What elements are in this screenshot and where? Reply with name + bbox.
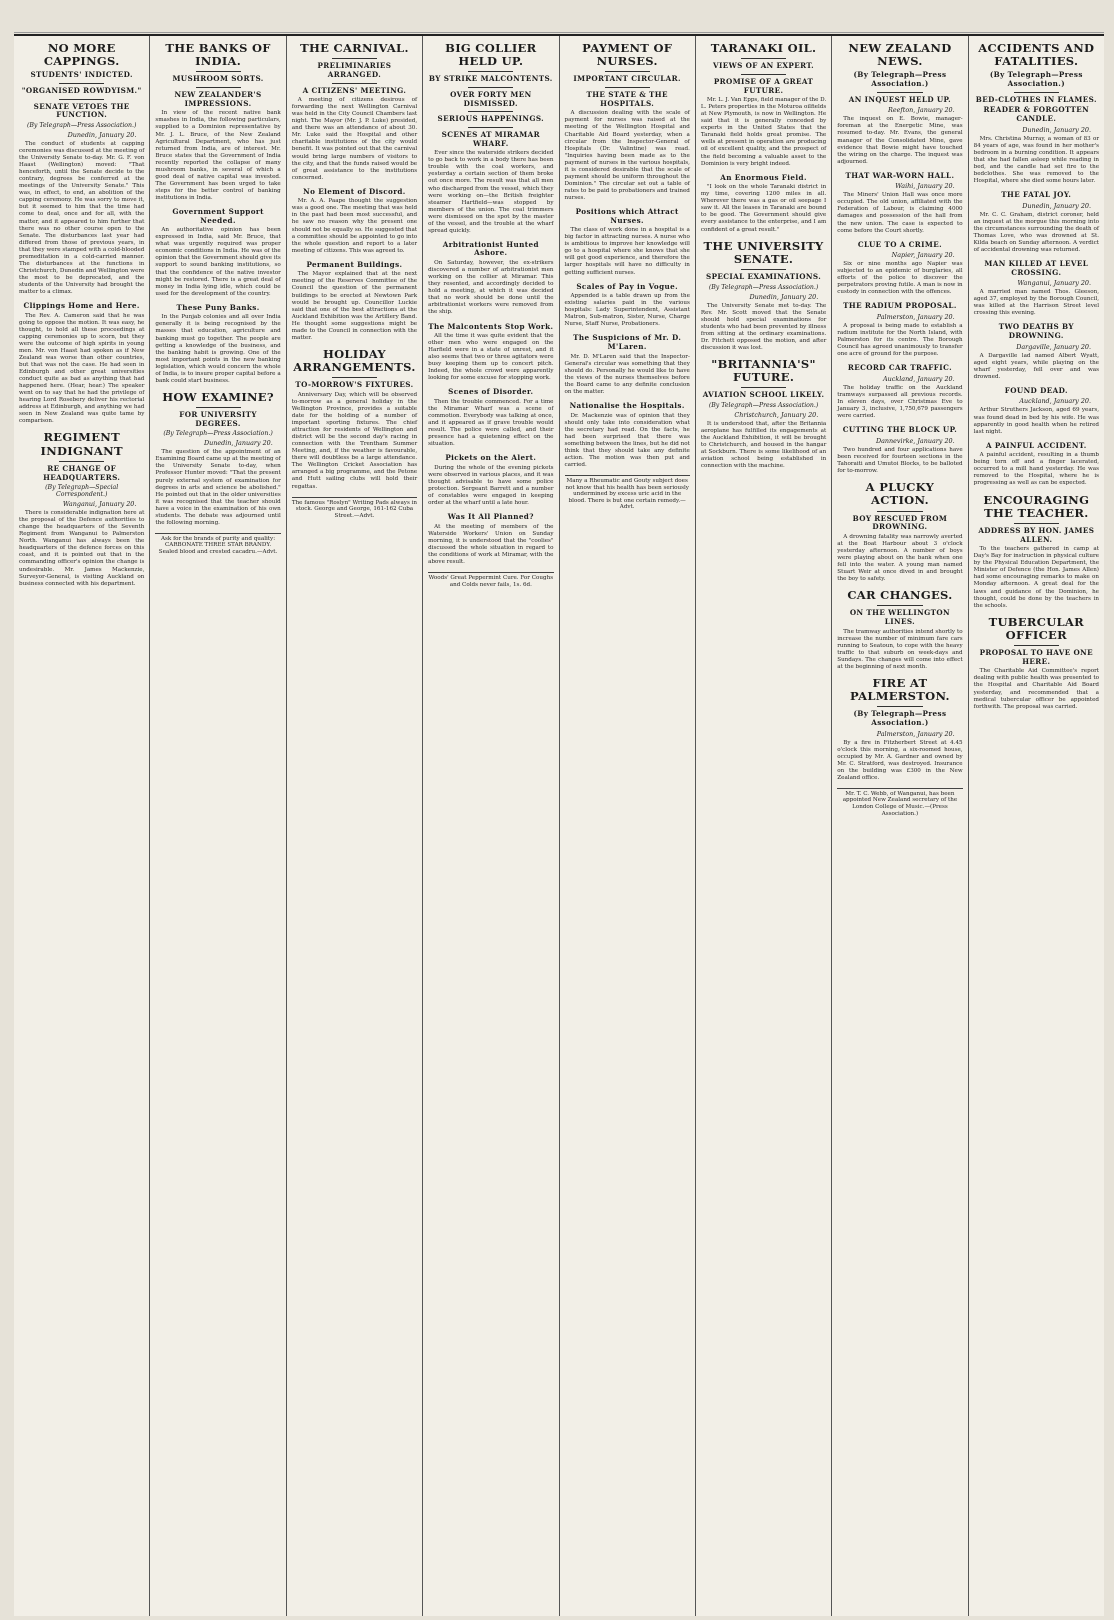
subheading: VIEWS OF AN EXPERT. xyxy=(713,61,815,71)
divider xyxy=(877,605,922,606)
subheading: THE STATE & THE HOSPITALS. xyxy=(586,90,668,108)
article-body: A Dargaville lad named Albert Wyatt, aged eight years, while playing on the wharf yesterday, fell over and was drowned. xyxy=(973,352,1099,380)
subheading: Clippings Home and Here. xyxy=(23,301,140,311)
place-date: Dunedin, January 20. xyxy=(1022,201,1091,210)
article xyxy=(19,302,144,425)
headline: ACCIDENTS AND FATALITIES. xyxy=(978,41,1095,69)
headline: "BRITANNIA'S" FUTURE. xyxy=(711,356,816,385)
article xyxy=(428,513,553,566)
article-body: An authoritative opinion has been expressed in India, said Mr. Bruce, that what was urgently required was proper economic conditions in India. He was of the opinion that the Government should give its support to sound banking institutions, so that the confidence of the native investor might be restored. There is a great deal of money in India lying idle, which could be used for the development of the country. xyxy=(155,227,281,297)
divider xyxy=(196,87,241,88)
place-date: Dunedin, January 20. xyxy=(67,131,137,139)
column-1 xyxy=(14,36,150,1616)
subheading: (By Telegraph—Press Association.) xyxy=(853,70,947,89)
article-body: Mr. A. A. Paape thought the suggestion was a good one. The meeting that was held in the past had been most successful, and he saw no reason why the present one should not be equally so. He suggested that a committee should be appointed to go into the whole question and report to a later meeting of citizens. This was agreed to. xyxy=(291,198,418,254)
divider xyxy=(741,269,786,270)
article xyxy=(428,323,553,383)
subheading: FOUND DEAD. xyxy=(1004,385,1068,395)
place-date: Auckland, January 20. xyxy=(1019,397,1091,406)
subheading: (By Telegraph—Press Association.) xyxy=(853,709,947,727)
subheading: THE FATAL JOY. xyxy=(1001,189,1072,199)
article-body: The holiday traffic on the Auckland tramways surpassed all previous records. In eleven days, over Christmas Eve to January 3, inclusive, 1,750,679 passengers were carried. xyxy=(837,385,963,420)
article-body: There is considerable indignation here at the proposal of the Defence authorities to change the headquarters of the Seventh Regiment from Wanganui to Palmerston North. Wanganui has always been the headquarters of the defence forces on this coast, and it is pointed out that in the commanding officer's opinion the change is undesirable. Mr. James Mackenzie, Surveyor-General, is visiting Auckland on business connected with his department. xyxy=(19,510,145,587)
article xyxy=(428,241,553,317)
advertisement: Woods' Great Peppermint Cure. For Coughs and Colds never fails, 1s. 6d. xyxy=(428,572,553,588)
article xyxy=(292,188,417,255)
headline: HOW EXAMINE? xyxy=(162,389,274,404)
headline: A PLUCKY ACTION. xyxy=(865,480,935,508)
divider xyxy=(468,127,513,128)
advertisement: Ask for the brands of purity and quality: CARBONATE THREE STAR BRANDY. Sealed blood and crested cacadru.—Advt. xyxy=(155,533,280,556)
headline: TARANAKI OIL. xyxy=(710,41,817,55)
headline: THE UNIVERSITY SENATE. xyxy=(703,238,824,266)
subheading: TWO DEATHS BY DROWNING. xyxy=(998,322,1074,340)
article xyxy=(974,442,1099,488)
article xyxy=(974,616,1099,711)
place-date: Wanganui, January 20. xyxy=(1017,279,1091,288)
subheading: Permanent Buildings. xyxy=(306,259,403,269)
page-top-edge xyxy=(14,26,1104,33)
article xyxy=(565,42,690,202)
subheading: BED-CLOTHES IN FLAMES. xyxy=(975,94,1097,104)
divider xyxy=(468,87,513,88)
subheading: Positions which Attract Nurses. xyxy=(575,206,679,225)
article-body: In view of the recent native bank smashes in India, the following particulars, supplied to a Dominion representative by Mr. J. L. Bruce, of the New Zealand Agricultural Department, who has just returned from India, are of interest. Mr. Bruce states that the Government of India recently reported the collapse of many mushroom banks, in several of which a good deal of native capital was invested. The Government has been urged to take steps for the better control of banking institutions in India. xyxy=(155,110,281,201)
subheading: PROMISE OF A GREAT FUTURE. xyxy=(713,76,814,95)
headline: NEW ZEALAND NEWS. xyxy=(848,41,952,69)
article xyxy=(701,42,826,168)
subheading: BY STRIKE MALCONTENTS. xyxy=(428,74,553,84)
dateline: (By Telegraph—Press Association.) xyxy=(26,122,137,129)
article xyxy=(292,261,417,342)
article-body: The question of the appointment of an Examining Board came up at the meeting of the University Senate to-day, when Professor Hunter moved: "That the present purely external system of examination for degrees in arts and science be abolished." He pointed out that in the older universities it was recognised that the teacher should have a voice in the examination of his own students. The debate was adjourned until the following morning. xyxy=(155,449,281,526)
subheading: RECORD CAR TRAFFIC. xyxy=(847,363,952,373)
headline: TUBERCULAR OFFICER xyxy=(988,614,1084,642)
article-body: "I look on the whole Taranaki district in my time, covering 1200 miles in all. Wherever there was a gas or oil seepage I saw it. All the leases in Taranaki are bound to be good. The Government should give every assistance to the enterprise, and I am confident of a great result." xyxy=(700,184,827,233)
place-date: Palmerston, January 20. xyxy=(876,313,955,322)
article-body: A painful accident, resulting in a thumb being torn off and a finger lacerated, occurred to a mill hand yesterday. He was removed to the Hospital, where he is progressing as well as can be expected. xyxy=(973,452,1099,487)
place-date: Dunedin, January 20. xyxy=(749,292,819,301)
subheading: PROPOSAL TO HAVE ONE HERE. xyxy=(979,648,1094,666)
article xyxy=(974,494,1099,610)
article xyxy=(19,42,144,296)
subheading: SENATE VETOES THE FUNCTION. xyxy=(33,101,130,120)
divider xyxy=(196,71,241,72)
column-6 xyxy=(696,36,832,1616)
subheading: SCENES AT MIRAMAR WHARF. xyxy=(441,130,540,148)
article xyxy=(701,174,826,234)
subheading: MAN KILLED AT LEVEL CROSSING. xyxy=(984,258,1089,277)
subheading: No Element of Discord. xyxy=(303,186,406,196)
divider xyxy=(1014,523,1059,524)
article-body: Mr. D. M'Laren said that the Inspector-General's circular was something that they should do. Personally he would like to have the views of the nurses themselves before the Board came to any definite conclusion on the matter. xyxy=(564,353,690,395)
article-body: Arthur Struthers Jackson, aged 69 years, was found dead in bed by his wife. He was apparently in good health when he retired last night. xyxy=(973,407,1099,435)
article-body: The Charitable Aid Committee's report dealing with public health was presented to the Hospital and Charitable Aid Board yesterday, and recommended that a medical tubercular officer be appointed forthwith. The proposal was carried. xyxy=(973,668,1099,710)
article xyxy=(837,172,962,235)
article xyxy=(837,589,962,671)
article xyxy=(974,323,1099,380)
article-body: Dr. Mackenzie was of opinion that they should only take into consideration what the secretary had read. On the facts, he had been surprised that there was something between the lines, but he did not think that they should take any definite action. The motion was then put and carried. xyxy=(564,412,690,468)
headline: THE CARNIVAL. xyxy=(300,41,409,55)
advertisement: The famous "Roslyn" Writing Pads always in stock. George and George, 161-162 Cuba Street.—Advt. xyxy=(292,497,417,520)
article xyxy=(155,304,280,385)
divider xyxy=(605,87,650,88)
divider xyxy=(468,71,513,72)
subheading: READER & FORGOTTEN CANDLE. xyxy=(983,105,1090,123)
article-body: Mrs. Christina Murray, a woman of 83 or 84 years of age, was found in her mother's bedroom in a burning condition. It appears that she had fallen asleep while reading in bed, and the candle had set fire to the bedclothes. She was removed to the Hospital, where she died some hours later. xyxy=(973,135,1099,184)
subheading: "ORGANISED ROWDYISM." xyxy=(21,86,142,96)
article-body: Two hundred and four applications have been received for fourteen sections in the Tahoraiti and Umutoi Blocks, to be balloted for to-morrow. xyxy=(837,446,963,475)
subheading: These Puny Banks. xyxy=(176,302,260,312)
article xyxy=(837,302,962,358)
dateline: (By Telegraph—Press Association.) xyxy=(163,430,273,438)
article-body: To the teachers gathered in camp at Day's Bay for instruction in physical culture by the Physical Education Department, the Minister of Defence (the Hon. James Allen) had some encouraging remarks to make on Monday afternoon. A great deal for the laws and guidance of the Dominion, he thought, could be done by the teachers in the schools. xyxy=(973,546,1099,609)
article xyxy=(837,364,962,420)
article xyxy=(292,42,417,182)
article-body: The inquest on E. Bowie, manager-foreman at the Energetic Mine, was resumed to-day. Mr. Evans, the general manager of the Consolidated Mine, gave evidence that Bowie might have touched the wiring on the charge. The inquest was adjourned. xyxy=(837,116,963,165)
article-body: On Saturday, however, the ex-strikers discovered a number of arbitrationist men working on the collier at Miramar. This they resented, and accordingly decided to hold a meeting, at which it was decided that no work should be done until the arbitrationist workers were removed from the ship. xyxy=(428,260,554,316)
divider xyxy=(59,461,104,462)
dateline: (By Telegraph—Press Association.) xyxy=(708,402,819,410)
subheading: CUTTING THE BLOCK UP. xyxy=(842,425,958,435)
subheading: An Enormous Field. xyxy=(720,172,807,182)
headline: HOLIDAY ARRANGEMENTS. xyxy=(293,346,416,375)
subheading: (By Telegraph—Press Association.) xyxy=(989,70,1083,89)
divider xyxy=(332,83,377,84)
article-body: Mr. L. J. Van Epps, field manager of the D. L. Peters properties in the Moturoa oilfields at New Plymouth, is now in Wellington. He said that it is generally conceded by experts in the United States that the Taranaki field holds great promise. The wells at present in operation are producing oil of excellent quality, and the prospect of the field becoming a valuable asset to the Dominion is very bright indeed. xyxy=(700,97,827,167)
subheading: Scales of Pay in Vogue. xyxy=(576,281,679,291)
divider xyxy=(332,58,377,59)
article-body: In the Punjab colonies and all over India generally it is being recognised by the masses that education, agriculture and banking must go together. The people are getting a knowledge of the business, and the banking habit is growing. One of the most important points in the new banking legislation, which would concern the whole of India, is to insure proper capital before a bank could start business. xyxy=(155,314,281,384)
article-body: The tramway authorities intend shortly to increase the number of minimum fare cars running to Seatoun, to cope with the heavy traffic to that suburb on week-days and Sundays. The changes will come into effect at the beginning of next month. xyxy=(837,628,963,670)
subheading: MUSHROOM SORTS. xyxy=(172,74,264,84)
article xyxy=(428,388,553,448)
place-date: Palmerston, January 20. xyxy=(876,729,955,738)
article-body: The class of work done in a hospital is a big factor in attracting nurses. A nurse who is ambitious to improve her knowledge will go to a hospital where she knows that she will get good experience, and therefore the larger hospitals will have no difficulty in getting sufficient nurses. xyxy=(564,227,690,276)
headline: BIG COLLIER HELD UP. xyxy=(445,41,537,69)
column-2 xyxy=(150,36,286,1616)
subheading: OVER FORTY MEN DISMISSED. xyxy=(450,90,532,108)
subheading: PRELIMINARIES ARRANGED. xyxy=(317,61,392,79)
article xyxy=(155,42,280,202)
article xyxy=(837,677,962,782)
headline: FIRE AT PALMERSTON. xyxy=(850,675,950,704)
divider xyxy=(877,706,922,707)
subheading: ON THE WELLINGTON LINES. xyxy=(849,608,951,626)
divider xyxy=(741,387,786,388)
article xyxy=(974,42,1099,185)
divider xyxy=(1014,92,1059,93)
article xyxy=(565,402,690,469)
article xyxy=(974,191,1099,254)
article xyxy=(701,358,826,470)
article xyxy=(19,431,144,587)
article-body: Ever since the waterside strikers decided to go back to work in a body there has been trouble with the coal workers, and yesterday a certain section of them broke out once more. The result was that all men who discharged from the vessel, which they were working on—the British freighter steamer Hartfield—was stopped by members of the union. The coal trimmers were dismissed on the spot by the master of the vessel, and the trouble at the wharf spread quickly. xyxy=(428,150,554,234)
article-body: At the meeting of members of the Waterside Workers' Union on Sunday morning, it is understood that the "coolies" discussed the whole situation in regard to the conditions of work at Miramar, with the above result. xyxy=(428,524,554,566)
subheading: AN INQUEST HELD UP. xyxy=(848,94,952,104)
article xyxy=(428,454,553,507)
subheading: CLUE TO A CRIME. xyxy=(857,239,943,249)
dateline: (By Telegraph—Press Association.) xyxy=(708,283,819,291)
subheading: NEW ZEALANDER'S IMPRESSIONS. xyxy=(174,90,262,108)
place-date: Dunedin, January 20. xyxy=(1022,125,1091,134)
article-body: Appended is a table drawn up from the existing salaries paid in the various hospitals: Lady Superintendent, Assistant Matron, Sub-matron, Sister, Nurse, Charge Nurse, Staff Nurse, Probationers. xyxy=(564,293,690,328)
article-body: During the whole of the evening pickets were observed in various places, and it was thought advisable to have some police protection. Sergeant Barrett and a number of constables were engaged in keeping order at the wharf until a late hour. xyxy=(428,465,554,507)
column-3 xyxy=(287,36,423,1616)
dateline: (By Telegraph—Special Correspondent.) xyxy=(45,484,119,499)
newspaper-page xyxy=(14,34,1104,1616)
advertisement: Many a Rheumatic and Gouty subject does not know that his health has been seriously undermined by excess uric acid in the blood. There is but one certain remedy.—Advt. xyxy=(565,475,690,511)
article-body: Anniversary Day, which will be observed to-morrow as a general holiday in the Wellington Province, provides a suitable date for the holding of a number of important sporting fixtures. The chief attraction for residents of Wellington and district will be the second day's racing in connection with the Trentham Summer Meeting, and, if the weather is favourable, there will doubtless be a large attendance. The Wellington Cricket Association has arranged a big programme, and the Petone and Hutt sailing clubs will hold their regattas. xyxy=(291,391,418,490)
article-body: The University Senate met to-day. The Rev. Mr. Scott moved that the Senate should hold special examinations for students who had been prevented by illness from sitting at the ordinary examinations. Dr. Fitchett opposed the motion, and after discussion it was lost. xyxy=(700,302,827,351)
article-body: A discussion dealing with the scale of payment for nurses was raised at the meeting of the Wellington Hospital and Charitable Aid Board yesterday, when a circular from the Inspector-General of Hospitals (Dr. Valintine) was read. "Inquiries having been made as to the payment of nurses in the various hospitals, it is considered desirable that the scale of payment should be uniform throughout the Dominion." The circular set out a table of rates to be paid to probationers and trained nurses. xyxy=(564,110,690,201)
headline: NO MORE CAPPINGS. xyxy=(43,41,120,69)
subheading: Was It All Planned? xyxy=(447,512,534,522)
subheading: BOY RESCUED FROM DROWNING. xyxy=(852,513,948,532)
subheading: Nationalise the Hospitals. xyxy=(569,401,685,411)
article xyxy=(428,42,553,235)
subheading: RE CHANGE OF HEADQUARTERS. xyxy=(43,463,121,482)
place-date: Dunedin, January 20. xyxy=(204,439,273,448)
article xyxy=(837,241,962,297)
place-date: Christchurch, January 20. xyxy=(734,411,819,420)
headline: ENCOURAGING THE TEACHER. xyxy=(983,492,1090,520)
place-date: Waihi, January 20. xyxy=(895,182,955,191)
article xyxy=(837,426,962,475)
subheading: SPECIAL EXAMINATIONS. xyxy=(706,272,822,282)
subheading: THAT WAR-WORN HALL. xyxy=(845,170,955,180)
article xyxy=(565,283,690,329)
subheading: Arbitrationist Hunted Ashore. xyxy=(442,239,539,258)
subheading: The Malcontents Stop Work. xyxy=(428,321,554,331)
column-7 xyxy=(832,36,968,1616)
subheading: TO-MORROW'S FIXTURES. xyxy=(295,380,414,390)
divider xyxy=(877,92,922,93)
article-body: The Miners' Union Hall was once more occupied. The old union, affiliated with the Federation of Labour, is claiming 4000 damages and possession of the hall from the new union. The case is expected to come before the Court shortly. xyxy=(837,192,963,234)
subheading: THE RADIUM PROPOSAL. xyxy=(843,301,957,311)
headline: REGIMENT INDIGNANT xyxy=(40,430,123,458)
subheading: Government Support Needed. xyxy=(172,206,264,225)
article-body: A drowning fatality was narrowly averted at the Boat Harbour about 3 o'clock yesterday afternoon. A number of boys were playing about on the bank when one fell into the water. A young man named Stuart Weir at once dived in and brought the boy to safety. xyxy=(837,533,963,583)
article xyxy=(565,208,690,277)
place-date: Dargaville, January 20. xyxy=(1016,342,1091,351)
subheading: ADDRESS BY HON. JAMES ALLEN. xyxy=(978,525,1095,544)
place-date: Reefton, January 20. xyxy=(888,106,955,115)
subheading: STUDENTS' INDICTED. xyxy=(30,70,133,80)
subheading: IMPORTANT CIRCULAR. xyxy=(573,74,681,84)
divider xyxy=(877,511,922,512)
article-body: A married man named Thos. Gleeson, aged 37, employed by the Borough Council, was killed at the Harrison Street level crossing this evening. xyxy=(973,289,1099,317)
article-body: It is understood that, after the Britannia aeroplane has fulfilled its engagements at the Auckland Exhibition, it will be brought to Christchurch, and housed in the hangar at Sockburn. There is some likelihood of an aviation school being established in connection with the machine. xyxy=(700,421,827,470)
article xyxy=(155,208,280,298)
article xyxy=(701,240,826,352)
place-date: Dannevirke, January 20. xyxy=(875,436,955,445)
subheading: A PAINFUL ACCIDENT. xyxy=(986,440,1087,450)
article xyxy=(974,387,1099,436)
divider xyxy=(741,58,786,59)
article xyxy=(155,391,280,527)
divider xyxy=(468,111,513,112)
article-body: Then the trouble commenced. For a time the Miramar Wharf was a scene of commotion. Everybody was talking at once, and it appeared as if grave trouble would result. The police were called, and their presence had a quietening effect on the situation. xyxy=(428,399,554,448)
place-date: Napier, January 20. xyxy=(891,251,955,260)
subheading: The Suspicions of Mr. D. M'Laren. xyxy=(573,333,682,352)
article xyxy=(292,348,417,491)
column-4 xyxy=(423,36,559,1616)
advertisement: Mr. T. C. Webb, of Wanganui, has been appointed New Zealand secretary of the London College of Music.—(Press Association.) xyxy=(837,788,962,817)
article-body: The conduct of students at capping ceremonies was discussed at the meeting of the University Senate to-day. Mr. G. F. von Haast (Wellington) moved: "That henceforth, until the Senate decide to the contrary, degrees be conferred at the meetings of the University Senate." This was, in effect, to end, an abolition of the capping ceremony. He was sorry to move it, but it seemed to him that the time had come to deal, once and for all, with the matter, and it appeared to him further that there was no other course open to the Senate. The disturbances last year had differed from those of previous years, in that they were stamped with a cold-blooded premeditation in a cold-carried manner. The disturbances at the functions in Christchurch, Dunedin and Wellington were the most to be deprecated, and the students of the University had brought the matter to a climax. xyxy=(19,141,145,295)
article-body: The Rev. A. Cameron said that he was going to oppose the motion. It was easy, he thought, to hold all these proceedings at capping ceremonies up to scorn, but they were the outcome of high spirits in young men. Mr. von Haast had spoken as if New Zealand was worse than other countries, but that was not the case. He had seen in Edinburgh and other great universities conduct quite as bad as anything that had happened here. (Hear, hear.) The speaker went on to say that he had the privilege of hearing Lord Rosebery deliver his rectorial address at Edinburgh, and anything we had seen in New Zealand was quite tame by comparison. xyxy=(19,312,145,425)
article-body: A proposal is being made to establish a radium institute for the North Island, with Palmerston for its centre. The Borough Council has agreed unanimously to transfer one acre of ground for the purpose. xyxy=(837,323,963,358)
subheading: Scenes of Disorder. xyxy=(448,387,534,397)
headline: THE BANKS OF INDIA. xyxy=(165,41,271,69)
article-body: All the time it was quite evident that the other men who were engaged on the Harfield were in a state of unrest, and it also seems that two or three agitators were busy keeping them up to concert pitch. Indeed, the whole crowd were apparently looking for some excuse for stopping work. xyxy=(428,333,554,382)
subheading: AVIATION SCHOOL LIKELY. xyxy=(702,390,825,400)
subheading: A CITIZENS' MEETING. xyxy=(302,85,407,95)
subheading: FOR UNIVERSITY DEGREES. xyxy=(179,410,257,428)
subheading: Pickets on the Alert. xyxy=(445,453,537,463)
divider xyxy=(196,407,241,408)
column-5 xyxy=(560,36,696,1616)
article-body: Six or nine months ago Napier was subjected to an epidemic of burglaries, all efforts of the police to discover the perpetrators proving futile. A man is now in custody in connection with the offences. xyxy=(837,261,963,296)
article xyxy=(837,42,962,166)
headline: CAR CHANGES. xyxy=(847,588,953,603)
divider xyxy=(332,377,377,378)
article xyxy=(974,260,1099,317)
article xyxy=(565,334,690,396)
headline: PAYMENT OF NURSES. xyxy=(582,41,673,69)
article xyxy=(837,481,962,583)
article-body: The Mayor explained that at the next meeting of the Reserves Committee of the Council the question of the permanent buildings to be erected at Newtown Park would be brought up. Councillor Luckie said that one of the best attractions at the Auckland Exhibition was the Artillery Band. He thought some suggestions might be made to the Council in connection with the matter. xyxy=(291,271,418,341)
divider xyxy=(605,71,650,72)
divider xyxy=(59,99,104,100)
divider xyxy=(59,83,104,84)
column-8 xyxy=(969,36,1104,1616)
place-date: Wanganui, January 20. xyxy=(62,500,137,509)
article-body: Mr. C. C. Graham, district coroner, held an inquest at the morgue this morning into the circumstances surrounding the death of Thomas Love, who was drowned at St. Kilda beach on Sunday afternoon. A verdict of accidental drowning was returned. xyxy=(973,211,1099,253)
divider xyxy=(741,74,786,75)
article-body: By a fire in Fitzherbert Street at 4.45 o'clock this morning, a six-roomed house, occupied by Mr. A. Gardner and owned by Mr. C. Stratford, was destroyed. Insurance on the building was £300 in the New Zealand office. xyxy=(837,739,963,781)
place-date: Auckland, January 20. xyxy=(883,375,955,383)
article-body: A meeting of citizens desirous of forwarding the next Wellington Carnival was held in the City Council Chambers last night. The Mayor (Mr. J. P. Luke) presided, and there was an attendance of about 30. Mr. Luke said the Hospital and other charitable institutions of the city would benefit. It was pointed out that the carnival would bring large numbers of visitors to the city, and that the funds raised would be of great assistance to the institutions concerned. xyxy=(291,97,418,181)
divider xyxy=(1014,645,1059,646)
subheading: SERIOUS HAPPENINGS. xyxy=(437,114,545,124)
